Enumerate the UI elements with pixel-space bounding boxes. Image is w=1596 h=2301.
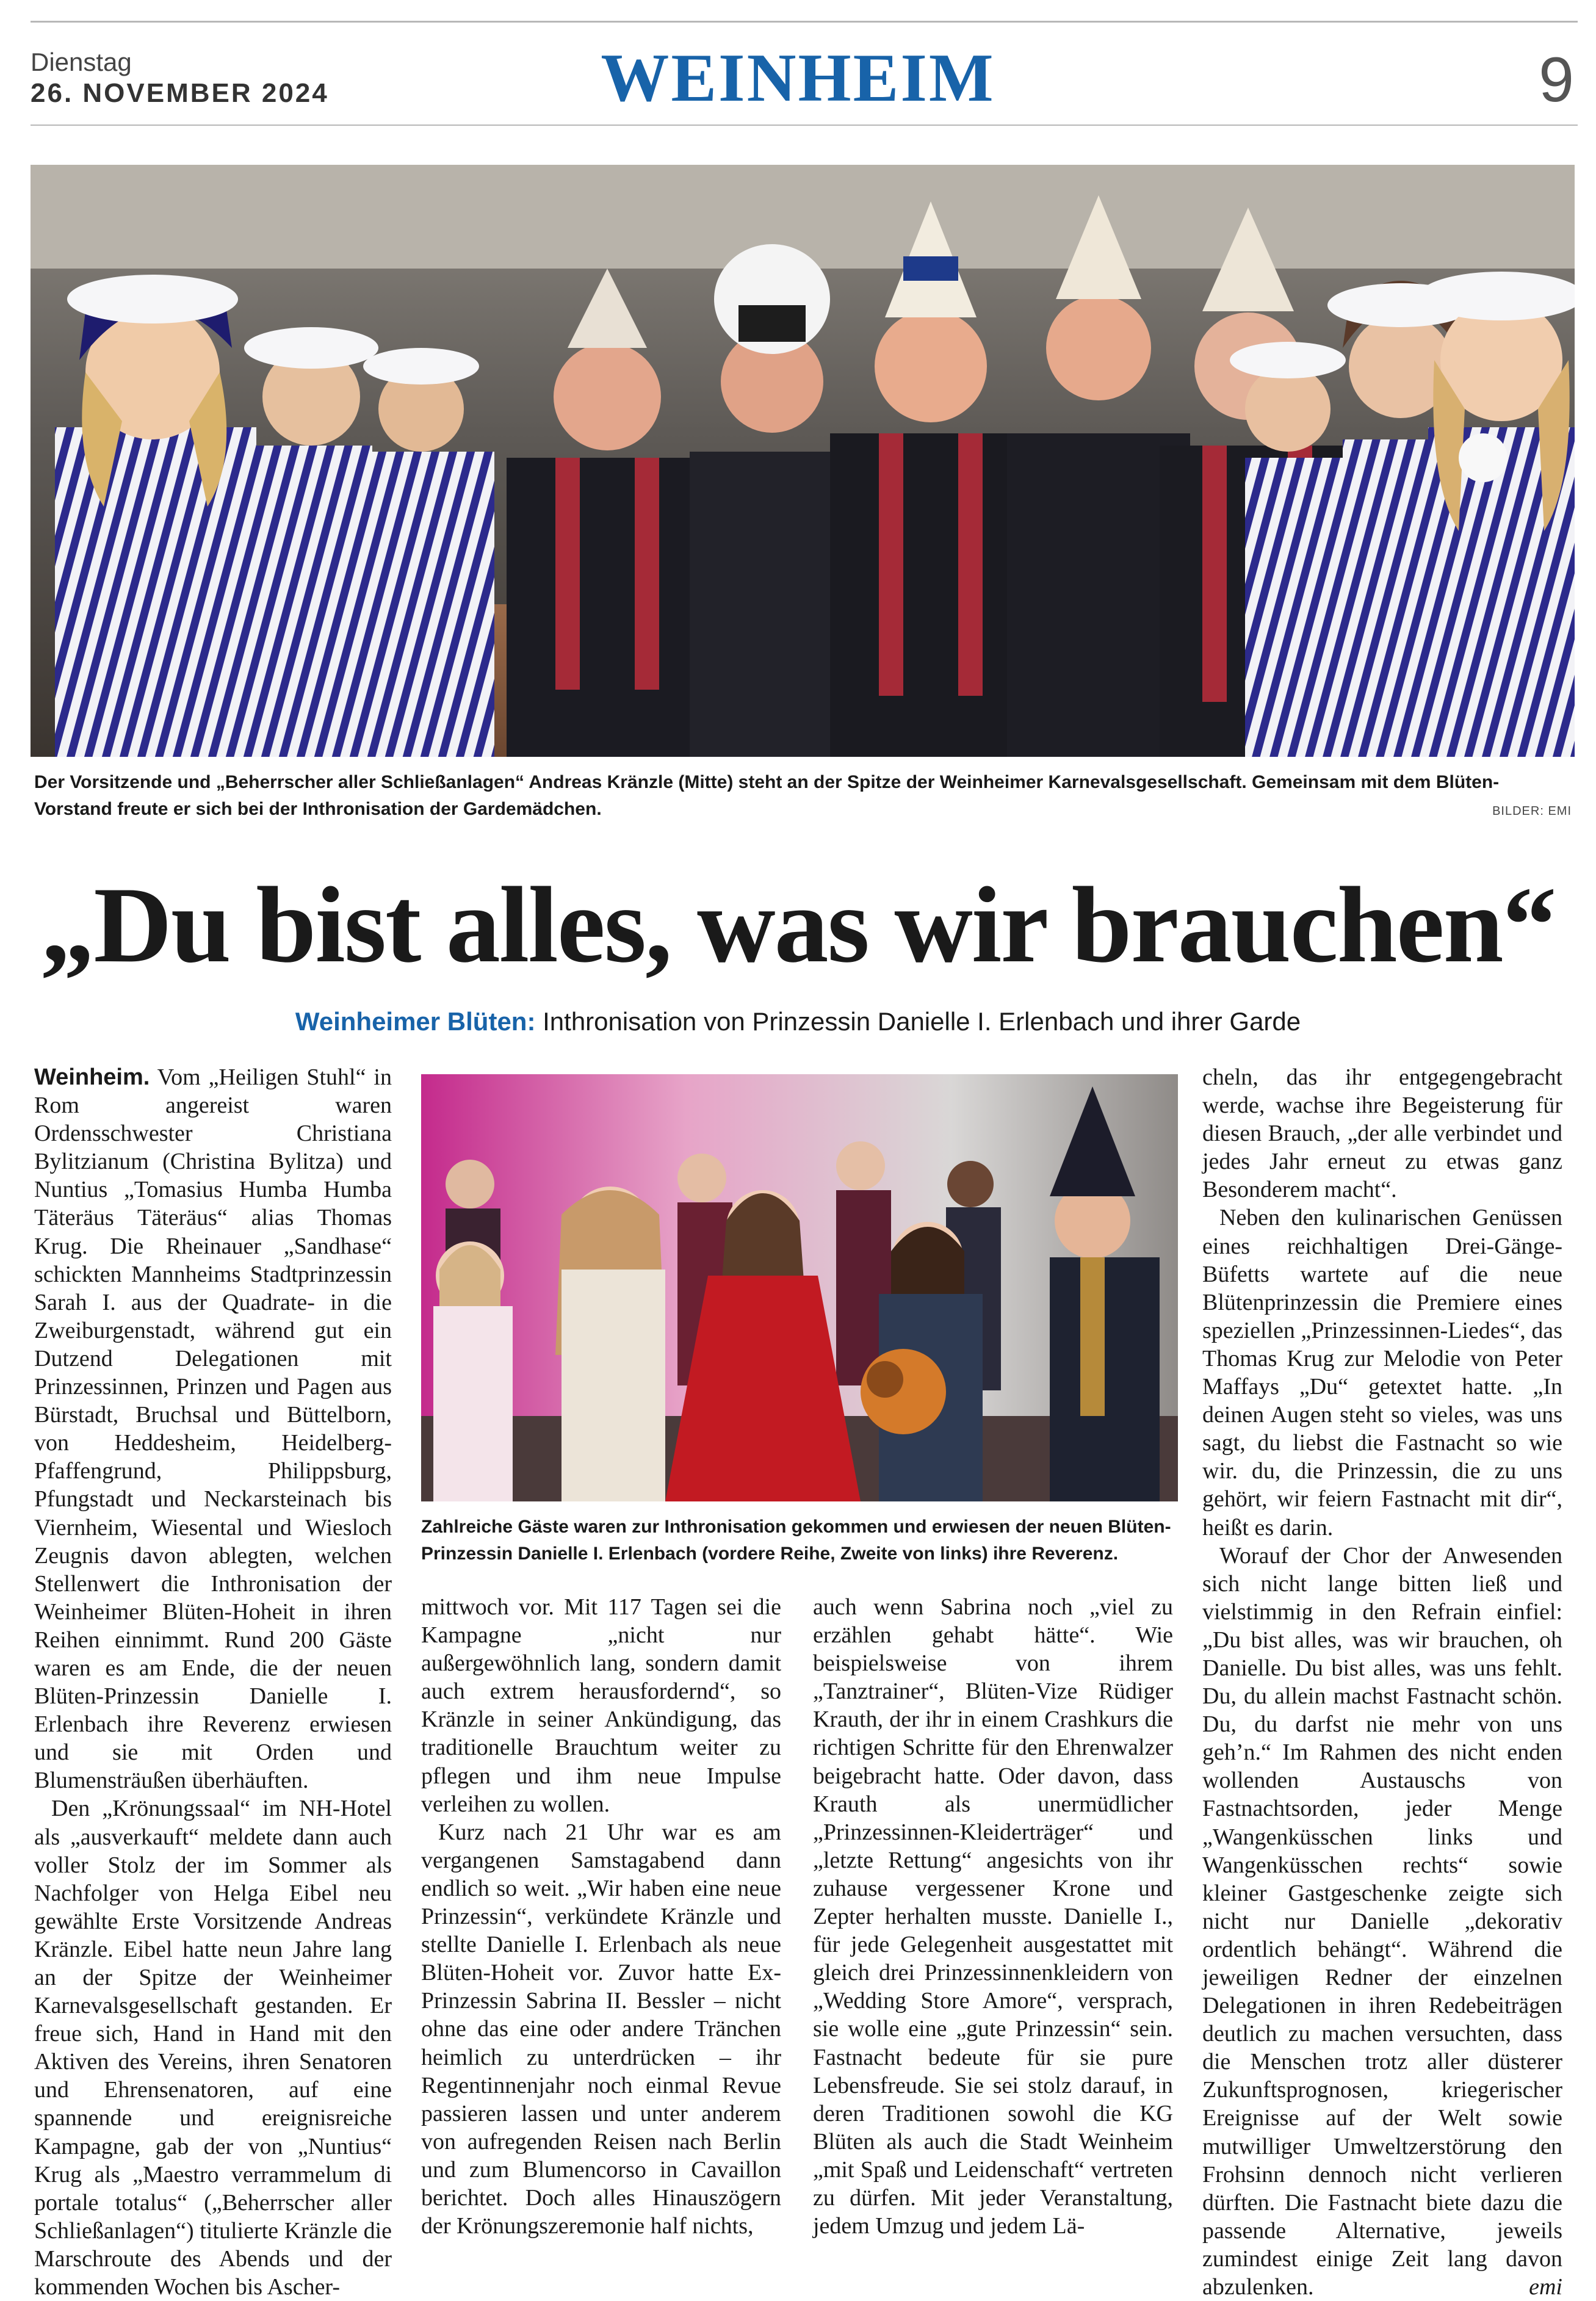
paragraph: Kurz nach 21 Uhr war es am vergangenen Samstagabend dann endlich so weit. „Wir haben eine neue Prinzessin“, verkündete Kränzle und stellte Danielle I. Erlenbach als neue Blüten-Hoheit vor. Zuvor hatte Ex-Prinzessin Sabrina II. Bessler – nicht ohne das eine oder andere Tränchen heimlich zu unterdrücken – ihr Regentinnenjahr noch einmal Revue passieren lassen und unter anderem von aufregenden Reisen nach Berlin und zum Blumencorso in Cavaillon berichtet. Doch alles Hinauszögern der Krönungszeremonie half nichts, (421, 1819, 781, 2239)
article-kicker: Weinheimer Blüten: (295, 1007, 536, 1036)
paragraph: Neben den kulinarischen Genüssen eines reichhaltigen Drei-Gänge-Büfetts wartete auf die neue Blütenprinzessin die Premiere eines speziellen „Prinzessinnen-Liedes“, das Thomas Krug zur Melodie von Peter Maffays „Du“ getextet hatte. „In deinen Augen steht so vieles, was uns sagt, du liebst die Fastnacht so wie wir. du, die Prinzessin, die zu uns gehört, wir feiern Fastnacht mit dir“, heißt es darin. (1202, 1205, 1562, 1541)
mid-photo-caption: Zahlreiche Gäste waren zur Inthronisation gekommen und erwiesen der neuen Blüten-Prinzessin Danielle I. Erlenbach (vordere Reihe, Zweite von links) ihre Reverenz. (421, 1517, 1171, 1564)
mid-photo-image (421, 1074, 1178, 1501)
photo-credit: BILDER: EMI (1492, 804, 1572, 818)
paragraph (1202, 1542, 1562, 2301)
section-title: WEINHEIM (601, 40, 995, 116)
header-date: 26. NOVEMBER 2024 (31, 78, 329, 108)
dateline: Weinheim. (34, 1064, 150, 1090)
paragraph: auch wenn Sabrina noch „viel zu erzählen gehabt hätte“. Wie beispielsweise von ihrem „Tanztrainer“, Blüten-Vize Rüdiger Krauth, der ihr in einem Crashkurs die richtigen Schritte für den Ehrenwalzer beigebracht hatte. Oder davon, dass Krauth als unermüdlicher „Prinzessinnen-Kleiderträger“ und „letzte Rettung“ angesichts von ihr zuhause vergessener Krone und Zepter herhalten musste. Danielle I., für jede Gelegenheit ausgestattet mit gleich drei Prinzessinnenkleidern von „Wedding Store Amore“, versprach, sie wolle eine „gute Prinzessin“ sein. Fastnacht bedeute für sie pure Lebensfreude. Sie sei stolz darauf, in deren Traditionen sowohl die KG Blüten als auch die Stadt Weinheim „mit Spaß und Leidenschaft“ vertreten zu dürfen. Mit jeder Veranstaltung, jedem Umzug und jedem Lä- (813, 1594, 1173, 2239)
paragraph: mittwoch vor. Mit 117 Tagen sei die Kampagne „nicht nur außergewöhnlich lang, sondern damit auch extrem herausfordernd“, so Kränzle in seiner Ankündigung, das traditionelle Brauchtum weiter zu pflegen und ihm neue Impulse verleihen zu wollen. (421, 1594, 781, 1817)
top-photo-image (31, 165, 1575, 757)
article-column-3 (813, 1593, 1173, 2240)
paragraph-text: Worauf der Chor der Anwesenden sich nicht lange bitten ließ und vielstimmig in den Refrain einfiel: „Du bist alles, was wir brauchen, oh Danielle. Du bist alles, was uns fehlt. Du, du allein machst Fastnacht schön. Du, du darfst nie mehr von uns geh’n.“ Im Rahmen des nicht enden wollenden Austauschs von Fastnachtsorden, jeder Menge „Wangenküsschen links und Wangenküsschen rechts“ sowie kleiner Gastgeschenke zeigte sich nicht nur Danielle „dekorativ ordentlich behängt“. Während die jeweiligen Redner der einzelnen Delegationen in ihren Redebeiträgen deutlich zu machen versuchten, dass die Menschen trotz aller düsterer Zukunftsprognosen, kriegerischer Ereignisse auf der Welt sowie mutwilliger Umweltzerstörung den Frohsinn dennoch nicht verlieren dürften. Die Fastnacht biete dazu die passende Alternative, jeweils zumindest einige Zeit lang davon abzulenken. (1202, 1542, 1562, 2300)
paragraph-text: Vom „Heiligen Stuhl“ in Rom angereist waren Ordensschwester Christiana Bylitzianum (Christina Bylitza) und Nuntius „Tomasius Humba Humba Täteräus Täteräus“ alias Thomas Krug. Die Rheinauer „Sandhase“ schickten Mannheims Stadtprinzessin Sarah I. aus der Quadrate- in die Zweiburgenstadt, während gut ein Dutzend Delegationen mit Prinzessinnen, Prinzen und Pagen aus Bürstadt, Bruchsal und Büttelborn, von Heddesheim, Heidelberg-Pfaffengrund, Philippsburg, Pfungstadt und Neckarsteinach bis Viernheim, Wiesental und Wiesloch Zeugnis davon ablegten, welchen Stellenwert die Inthronisation der Weinheimer Blüten-Hoheit in ihren Reihen einnimmt. Rund 200 Gäste waren es am Ende, die der neuen Blüten-Prinzessin Danielle I. Erlenbach ihre Reverenz erwiesen und sie mit Orden und Blumensträußen überhäuften. (34, 1064, 392, 1794)
top-photo-caption: Der Vorsitzende und „Beherrscher aller Schließanlagen“ Andreas Kränzle (Mitte) steht an der Spitze der Weinheimer Karnevalsgesellschaft. Gemeinsam mit dem Blüten-Vorstand freute er sich bei der Inthronisation der Gardemädchen. (34, 772, 1500, 819)
article-headline: „Du bist alles, was wir brauchen“ (40, 864, 1556, 985)
paragraph (34, 1063, 392, 1794)
author-signature: emi (1529, 2274, 1562, 2300)
header-weekday: Dienstag (31, 48, 132, 76)
top-photo (31, 165, 1575, 757)
header-top-rule (31, 21, 1578, 23)
article-column-1 (34, 1063, 392, 2301)
paragraph: Den „Krönungssaal“ im NH-Hotel als „ausverkauft“ meldete dann auch voller Stolz der im Sommer als Nachfolger von Helga Eibel neu gewählte Erste Vorsitzende Andreas Kränzle. Eibel hatte neun Jahre lang an der Spitze der Weinheimer Karnevalsgesellschaft gestanden. Er freue sich, Hand in Hand mit den Aktiven des Vereins, ihren Senatoren und Ehrensenatoren, auf eine spannende und ereignisreiche Kampagne, gab der von „Nuntius“ Krug als „Maestro verrammelum di portale totalus“ („Beherrscher aller Schließanlagen“) titulierte Kränzle die Marschroute des Abends und der kommenden Wochen bis Ascher- (34, 1796, 392, 2300)
article-subhead-text: Inthronisation von Prinzessin Danielle I. Erlenbach und ihrer Garde (543, 1007, 1301, 1036)
mid-photo (421, 1074, 1178, 1501)
article-subhead (0, 1007, 1596, 1036)
article-column-2 (421, 1593, 781, 2240)
paragraph: cheln, das ihr entgegengebracht werde, wachse ihre Begeisterung für diesen Brauch, „der alle verbindet und jedes Jahr erneut zu etwas ganz Besonderem macht“. (1202, 1064, 1562, 1203)
article-column-4 (1202, 1063, 1562, 2301)
header-bottom-rule (31, 125, 1578, 126)
page-number: 9 (1539, 45, 1574, 115)
